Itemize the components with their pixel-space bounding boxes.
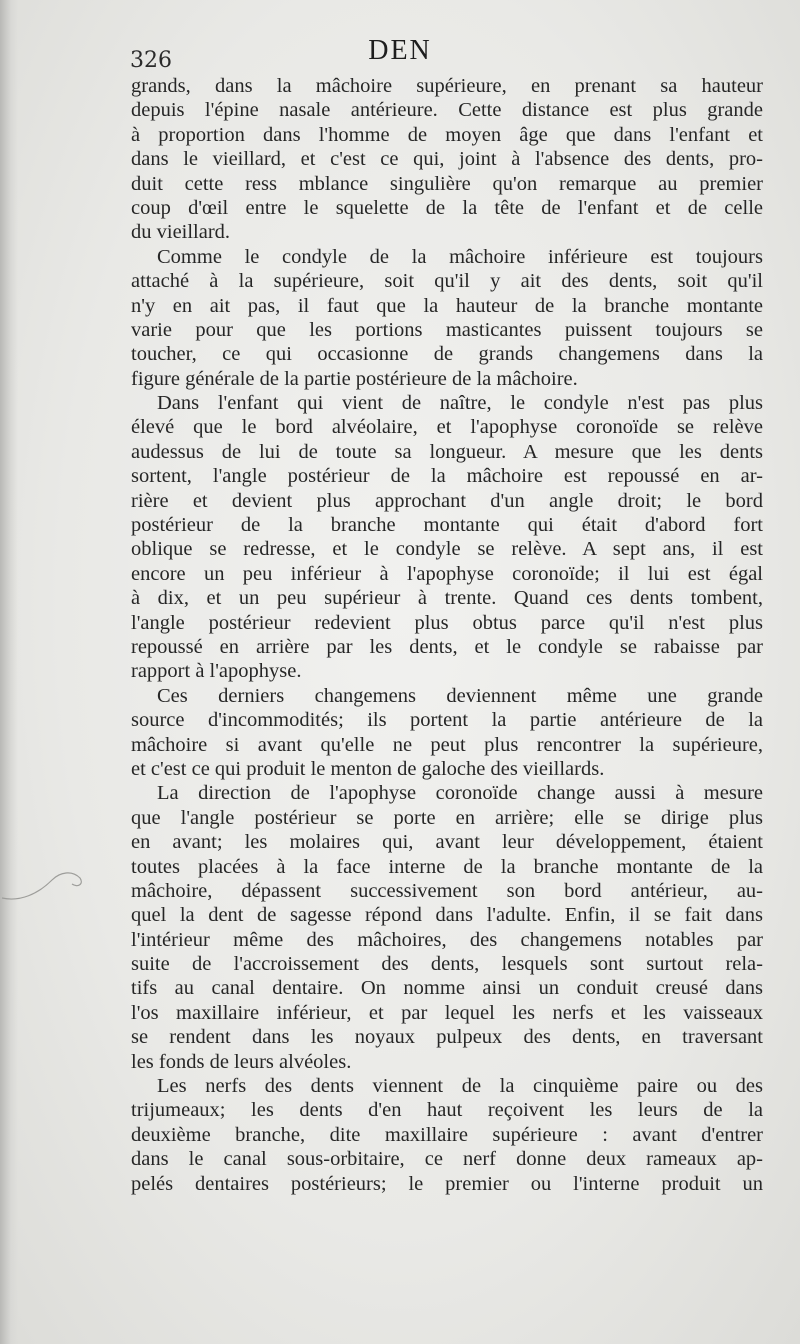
text-line: tifs au canal dentaire. On nomme ainsi un conduit creusé dans bbox=[131, 977, 763, 1000]
text-line: et c'est ce qui produit le menton de galoche des vieillards. bbox=[131, 757, 605, 780]
text-line: attaché à la supérieure, soit qu'il y ait des dents, soit qu'il bbox=[131, 270, 763, 293]
page-gutter-shadow bbox=[0, 0, 18, 1344]
text-line: du vieillard. bbox=[131, 221, 231, 244]
text-line: l'intérieur même des mâchoires, des changemens notables par bbox=[131, 928, 763, 951]
text-line: varie pour que les portions masticantes puissent toujours se bbox=[131, 318, 763, 341]
text-line: à dix, et un peu supérieur à trente. Quand ces dents tombent, bbox=[131, 587, 763, 610]
text-line: les fonds de leurs alvéoles. bbox=[131, 1050, 352, 1073]
text-column bbox=[131, 74, 763, 1196]
text-line: toucher, ce qui occasionne de grands changemens dans la bbox=[131, 343, 763, 366]
text-line: coup d'œil entre le squelette de la tête de l'enfant et de celle bbox=[131, 196, 763, 219]
text-line: en avant; les molaires qui, avant leur développement, étaient bbox=[131, 831, 763, 854]
text-line: Les nerfs des dents viennent de la cinquième paire ou des bbox=[157, 1075, 763, 1098]
text-line: repoussé en arrière par les dents, et le condyle se rabaisse par bbox=[131, 635, 763, 658]
text-line: trijumeaux; les dents d'en haut reçoivent les leurs de la bbox=[131, 1099, 763, 1122]
text-line: toutes placées à la face interne de la branche montante de la bbox=[131, 855, 763, 878]
text-line: dans le vieillard, et c'est ce qui, joint à l'absence des dents, pro- bbox=[131, 148, 763, 171]
text-line: audessus de lui de toute sa longueur. A mesure que les dents bbox=[131, 440, 763, 463]
text-line: rière et devient plus approchant d'un angle droit; le bord bbox=[131, 489, 763, 512]
text-line: grands, dans la mâchoire supérieure, en prenant sa hauteur bbox=[131, 75, 763, 97]
pencil-stroke-mark bbox=[0, 840, 100, 920]
text-line: figure générale de la partie postérieure de la mâchoire. bbox=[131, 367, 578, 390]
text-line: à proportion dans l'homme de moyen âge que dans l'enfant et bbox=[131, 123, 763, 146]
text-line: quel la dent de sagesse répond dans l'adulte. Enfin, il se fait dans bbox=[131, 904, 763, 927]
text-line: La direction de l'apophyse coronoïde change aussi à mesure bbox=[157, 782, 763, 805]
text-line: sortent, l'angle postérieur de la mâchoire est repoussé en ar- bbox=[131, 465, 763, 488]
text-line: oblique se redresse, et le condyle se relève. A sept ans, il est bbox=[131, 538, 763, 561]
text-line: mâchoire, dépassent successivement son bord antérieur, au- bbox=[131, 879, 763, 902]
text-line: se rendent dans les noyaux pulpeux des dents, en traversant bbox=[131, 1026, 763, 1049]
text-line: mâchoire si avant qu'elle ne peut plus rencontrer la supérieure, bbox=[131, 733, 763, 756]
text-line: duit cette ress mblance singulière qu'on remarque au premier bbox=[131, 172, 763, 195]
text-line: depuis l'épine nasale antérieure. Cette distance est plus grande bbox=[131, 99, 763, 122]
text-line: postérieur de la branche montante qui était d'abord fort bbox=[131, 514, 763, 537]
text-line: suite de l'accroissement des dents, lesquels sont surtout rela- bbox=[131, 953, 763, 976]
text-line: Ces derniers changemens deviennent même une grande bbox=[157, 684, 763, 707]
text-line: que l'angle postérieur se porte en arrière; elle se dirige plus bbox=[131, 806, 763, 829]
text-line: rapport à l'apophyse. bbox=[131, 660, 302, 683]
text-line: Dans l'enfant qui vient de naître, le condyle n'est pas plus bbox=[157, 392, 763, 415]
text-line: Comme le condyle de la mâchoire inférieure est toujours bbox=[157, 245, 763, 268]
text-line: pelés dentaires postérieurs; le premier ou l'interne produit un bbox=[131, 1172, 763, 1195]
text-line: source d'incommodités; ils portent la partie antérieure de la bbox=[131, 709, 763, 732]
text-line: l'os maxillaire inférieur, et par lequel les nerfs et les vaisseaux bbox=[131, 1001, 763, 1024]
page-number: 326 bbox=[130, 48, 172, 73]
text-line: élevé que le bord alvéolaire, et l'apophyse coronoïde se relève bbox=[131, 416, 763, 439]
running-head: DEN bbox=[368, 35, 432, 66]
text-line: deuxième branche, dite maxillaire supérieure : avant d'entrer bbox=[131, 1123, 763, 1146]
text-line: encore un peu inférieur à l'apophyse coronoïde; il lui est égal bbox=[131, 562, 763, 585]
text-line: l'angle postérieur redevient plus obtus parce qu'il n'est plus bbox=[131, 611, 763, 634]
text-line: n'y en ait pas, il faut que la hauteur de la branche montante bbox=[131, 294, 763, 317]
text-line: dans le canal sous-orbitaire, ce nerf donne deux rameaux ap- bbox=[131, 1148, 763, 1171]
